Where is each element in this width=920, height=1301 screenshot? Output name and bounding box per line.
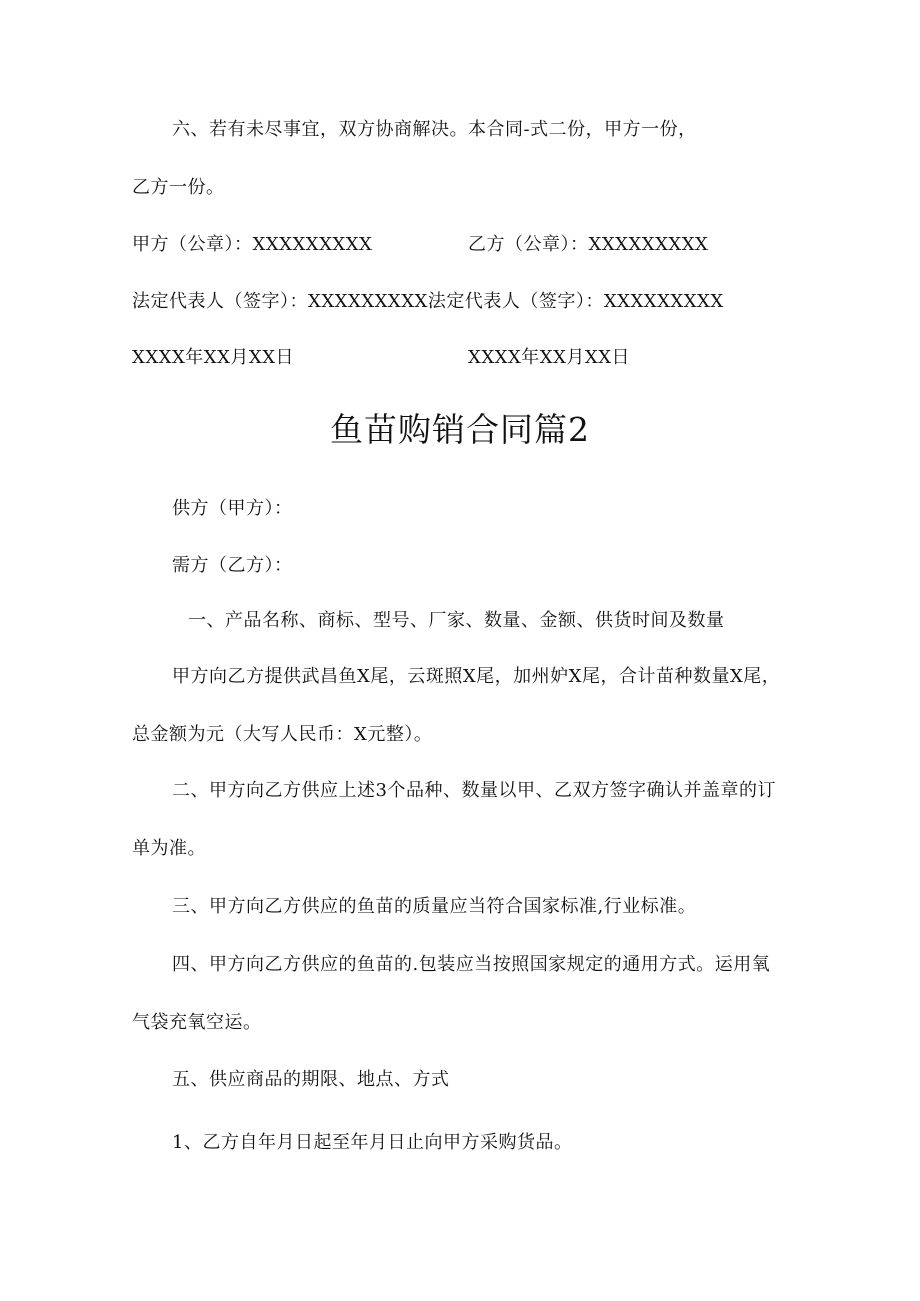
date-party-b: XXXX年XX月XX日 — [468, 347, 631, 368]
clause-1-line-1: 甲方向乙方提供武昌鱼X尾，云斑照X尾，加州妒X尾，合计苗种数量X尾， — [172, 666, 781, 687]
clause-3: 三、甲方向乙方供应的鱼苗的质量应当符合国家标准,行业标准。 — [172, 896, 697, 917]
clause-1-heading: 一、产品名称、商标、型号、厂家、数量、金额、供货时间及数量 — [188, 610, 725, 631]
party-a-seal: 甲方（公章）：XXXXXXXXX — [132, 234, 373, 255]
supplier-label: 供方（甲方）： — [172, 498, 293, 519]
buyer-label: 需方（乙方）： — [172, 555, 293, 576]
clause-5-heading: 五、供应商品的期限、地点、方式 — [172, 1069, 450, 1090]
contract-title: 鱼苗购销合同篇2 — [330, 410, 590, 449]
clause-5-item-1: 1、乙方自年月日起至年月日止向甲方采购货品。 — [172, 1132, 573, 1153]
clause-2-line-2: 单为准。 — [132, 838, 206, 859]
clause-6-line-2: 乙方一份。 — [132, 177, 225, 198]
party-b-seal: 乙方（公章）：XXXXXXXXX — [468, 234, 709, 255]
clause-4-line-1: 四、甲方向乙方供应的鱼苗的.包装应当按照国家规定的通用方式。运用氧 — [172, 954, 771, 975]
clause-6-line-1: 六、若有未尽事宜，双方协商解决。本合同-式二份，甲方一份， — [172, 119, 697, 140]
legal-representatives: 法定代表人（签字）：XXXXXXXXX法定代表人（签字）：XXXXXXXXX — [132, 291, 724, 312]
clause-4-line-2: 气袋充氧空运。 — [132, 1012, 262, 1033]
date-party-a: XXXX年XX月XX日 — [132, 347, 295, 368]
clause-1-line-2: 总金额为元（大写人民币：X元整）。 — [132, 724, 433, 745]
clause-2-line-1: 二、甲方向乙方供应上述3个品种、数量以甲、乙双方签字确认并盖章的订 — [172, 780, 776, 801]
